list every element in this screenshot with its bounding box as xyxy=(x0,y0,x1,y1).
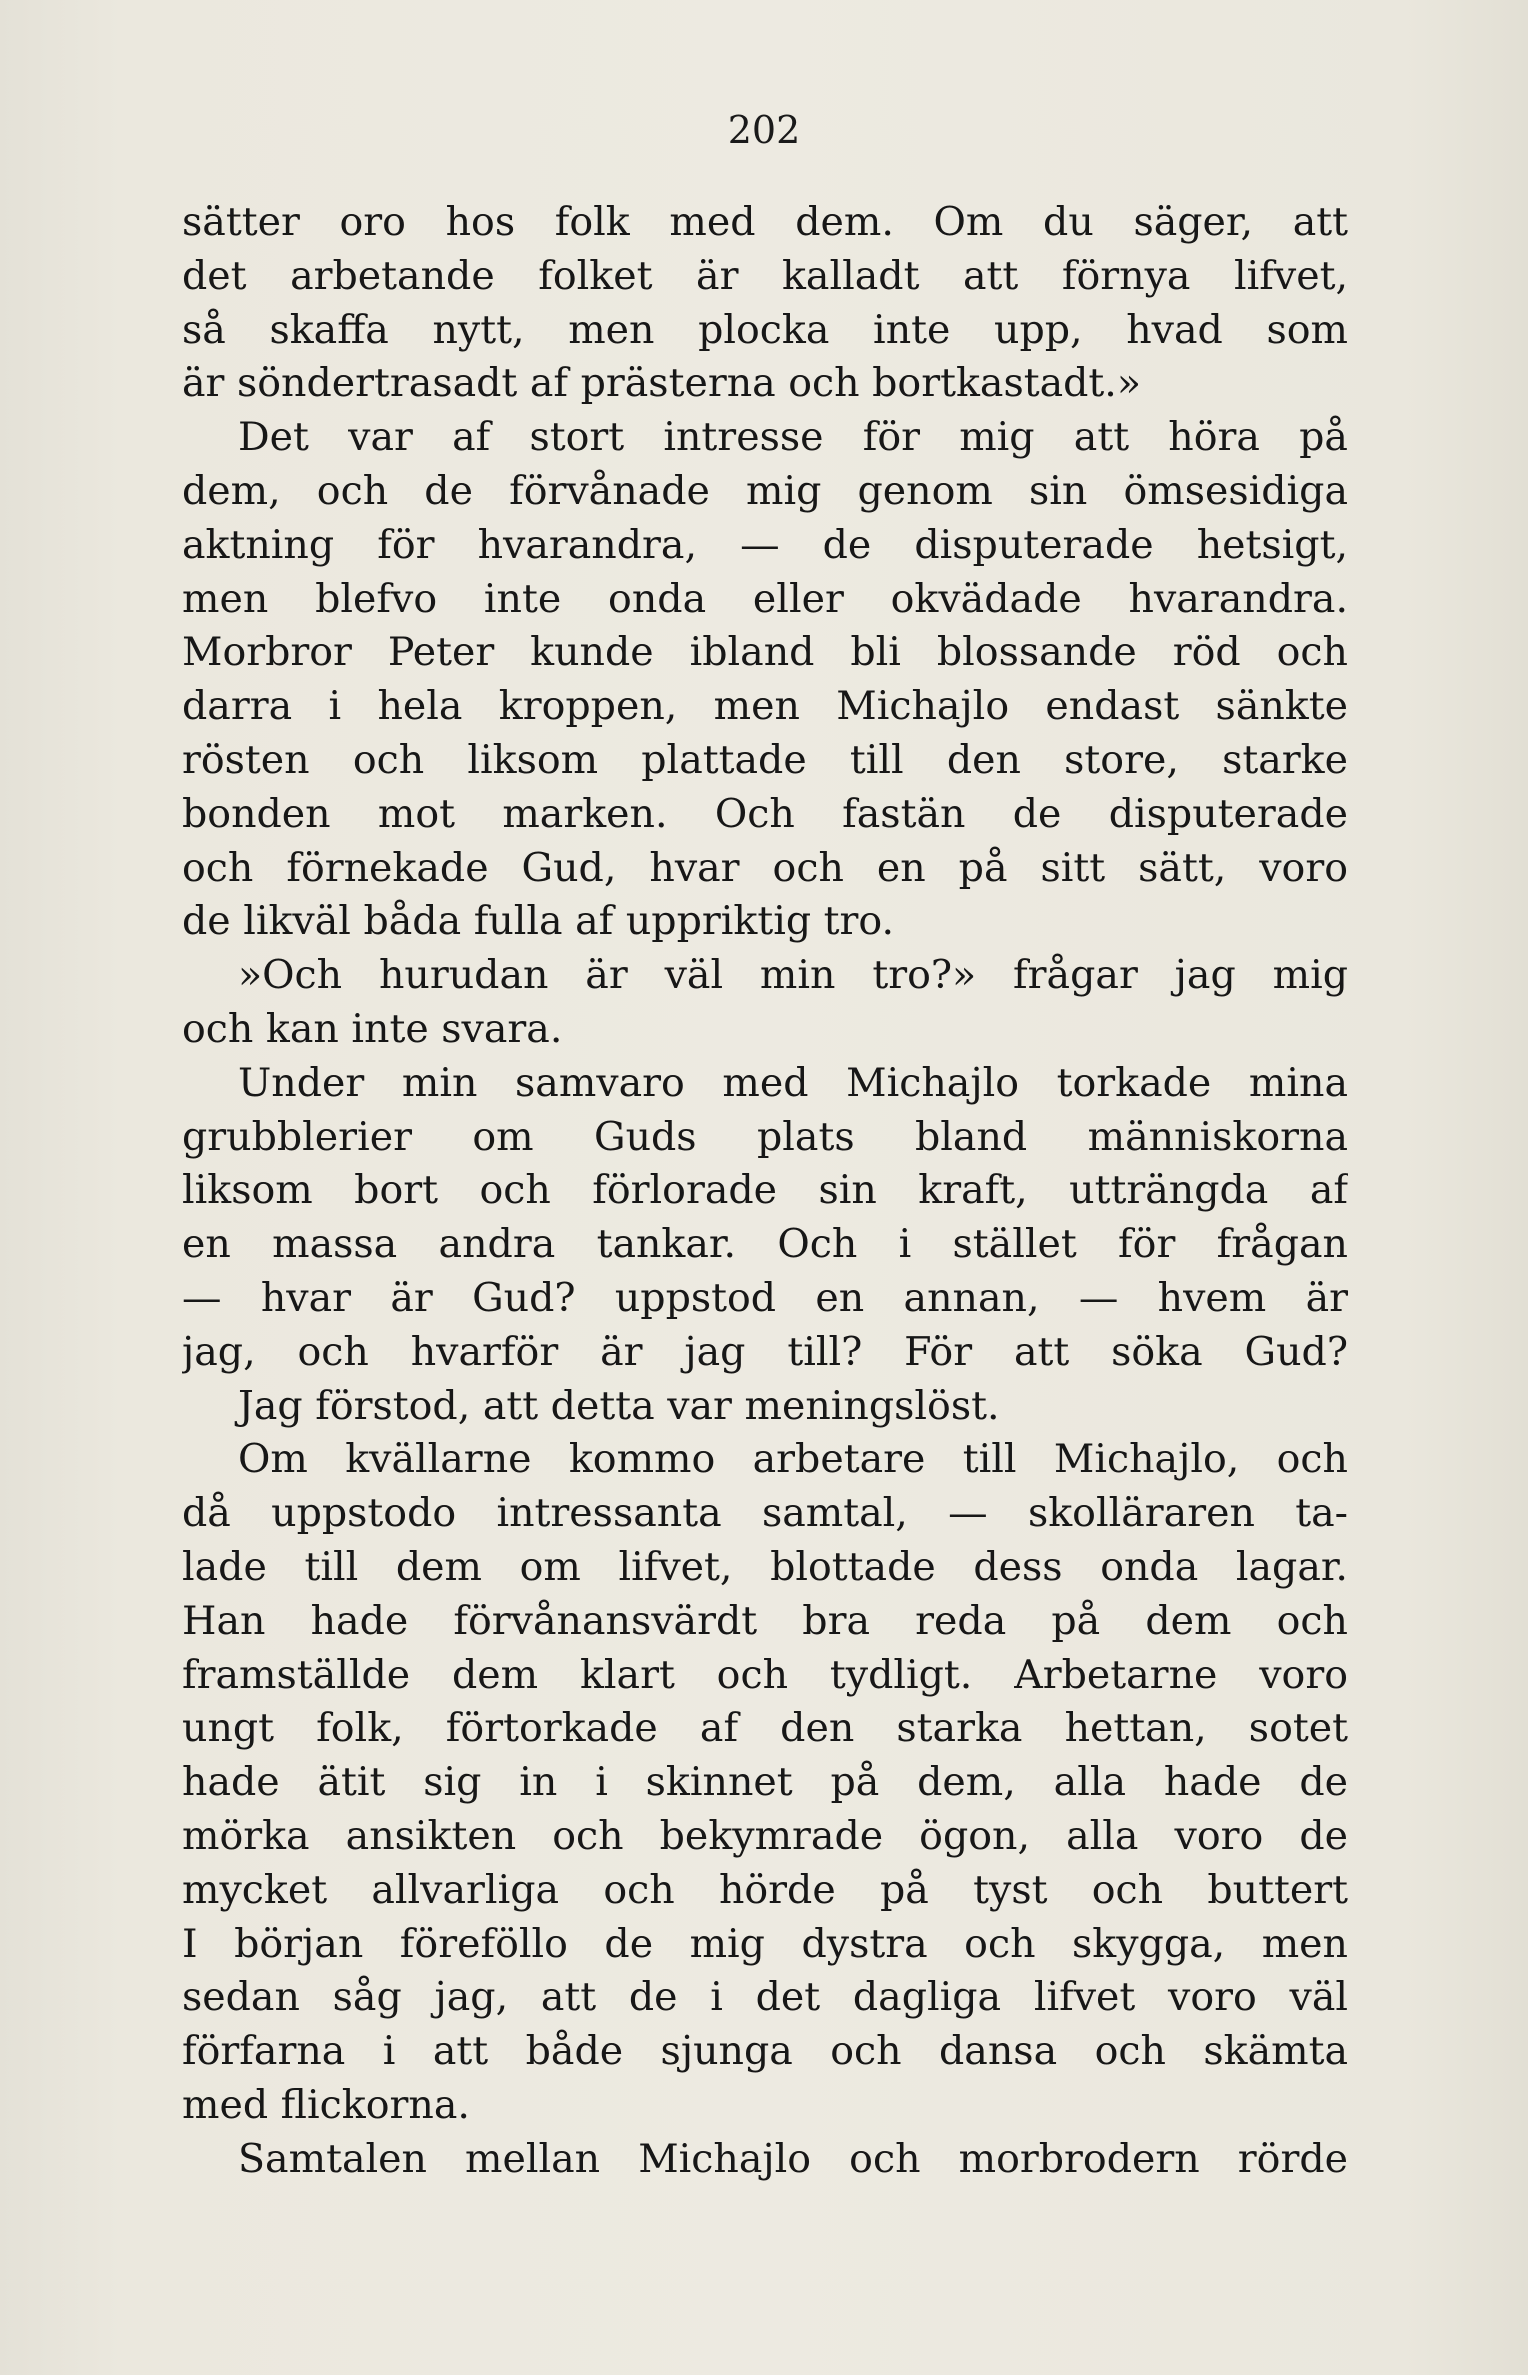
text-line: Under min samvaro med Michajlo torkade mina xyxy=(238,1059,1348,1106)
text-line: mycket allvarliga och hörde på tyst och buttert xyxy=(182,1866,1348,1913)
text-line: grubblerier om Guds plats bland människorna xyxy=(182,1113,1348,1160)
text-line: sedan såg jag, att de i det dagliga lifvet voro väl xyxy=(182,1974,1348,2021)
text-line: aktning för hvarandra, — de disputerade hetsigt, xyxy=(182,521,1348,568)
text-line: ungt folk, förtorkade af den starka hettan, sotet xyxy=(182,1705,1348,1752)
text-line: då uppstodo intressanta samtal, — skolläraren ta- xyxy=(182,1490,1348,1537)
text-line: liksom bort och förlorade sin kraft, utträngda af xyxy=(182,1167,1348,1214)
text-line: är söndertrasadt af prästerna och bortkastadt.» xyxy=(182,360,1142,407)
text-line: och förnekade Gud, hvar och en på sitt sätt, voro xyxy=(182,844,1348,891)
text-line: det arbetande folket är kalladt att förnya lifvet, xyxy=(182,252,1348,299)
text-line: rösten och liksom plattade till den store, starke xyxy=(182,736,1348,783)
text-line: med flickorna. xyxy=(182,2081,470,2128)
text-line: I början föreföllo de mig dystra och skygga, men xyxy=(182,1920,1348,1967)
text-line: »Och hurudan är väl min tro?» frågar jag mig xyxy=(238,952,1348,999)
text-line: de likväl båda fulla af uppriktig tro. xyxy=(182,898,895,945)
text-line: Det var af stort intresse för mig att höra på xyxy=(238,414,1348,461)
text-line: en massa andra tankar. Och i stället för frågan xyxy=(182,1221,1348,1268)
text-line: mörka ansikten och bekymrade ögon, alla voro de xyxy=(182,1812,1348,1859)
body-text xyxy=(182,196,1348,2186)
text-line: lade till dem om lifvet, blottade dess onda lagar. xyxy=(182,1543,1348,1590)
text-line: hade ätit sig in i skinnet på dem, alla hade de xyxy=(182,1759,1348,1806)
text-line: Samtalen mellan Michajlo och morbrodern rörde xyxy=(238,2135,1348,2182)
text-line: Han hade förvånansvärdt bra reda på dem och xyxy=(182,1597,1348,1644)
text-line: darra i hela kroppen, men Michajlo endast sänkte xyxy=(182,683,1348,730)
page-number: 202 xyxy=(727,108,801,152)
text-line: — hvar är Gud? uppstod en annan, — hvem är xyxy=(182,1274,1348,1321)
text-line: Jag förstod, att detta var meningslöst. xyxy=(238,1382,1000,1429)
text-line: förfarna i att både sjunga och dansa och skämta xyxy=(182,2028,1348,2075)
text-line: och kan inte svara. xyxy=(182,1005,563,1052)
text-line: bonden mot marken. Och fastän de disputerade xyxy=(182,790,1348,837)
text-line: sätter oro hos folk med dem. Om du säger, att xyxy=(182,199,1348,245)
text-line: jag, och hvarför är jag till? För att söka Gud? xyxy=(182,1328,1348,1375)
text-line: men blefvo inte onda eller okvädade hvarandra. xyxy=(182,575,1348,622)
text-line: dem, och de förvånade mig genom sin ömsesidiga xyxy=(182,467,1348,514)
text-line: så skaffa nytt, men plocka inte upp, hvad som xyxy=(182,306,1348,353)
text-line: Morbror Peter kunde ibland bli blossande röd och xyxy=(182,629,1348,676)
text-line: Om kvällarne kommo arbetare till Michajlo, och xyxy=(238,1436,1348,1483)
text-line: framställde dem klart och tydligt. Arbetarne voro xyxy=(182,1651,1348,1698)
